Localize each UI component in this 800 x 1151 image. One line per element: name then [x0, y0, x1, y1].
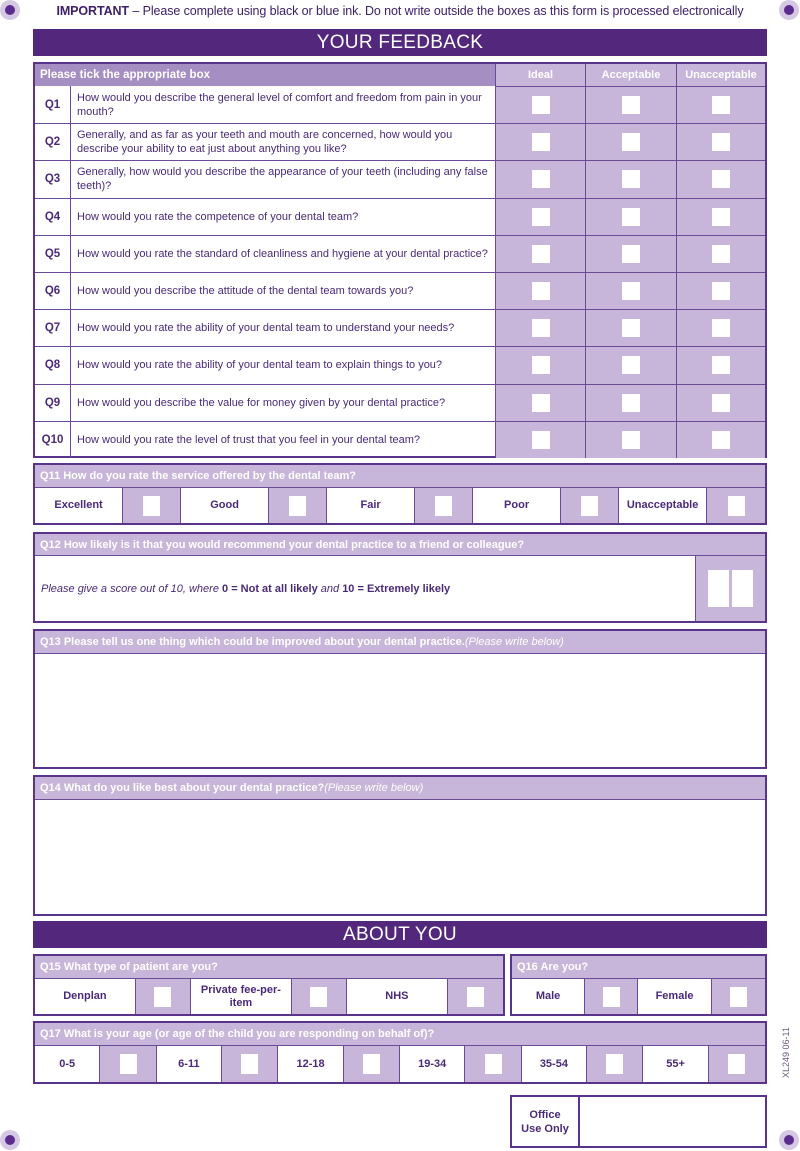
column-header-acceptable	[585, 64, 676, 86]
checkbox-acceptable[interactable]	[622, 133, 640, 151]
checkbox-ideal[interactable]	[532, 96, 550, 114]
tick-cell-unacceptable	[676, 346, 765, 383]
option-checkbox[interactable]	[241, 1054, 258, 1074]
important-label: IMPORTANT	[56, 4, 129, 18]
option-label: Fair	[327, 488, 414, 523]
option-label: Excellent	[35, 488, 122, 523]
option-checkbox-cell	[711, 979, 765, 1014]
column-header-unacceptable	[676, 64, 765, 86]
q12-question	[35, 534, 765, 556]
question-text: How would you describe the general level of comfort and freedom from pain in your mouth?	[77, 91, 482, 118]
option-label: Good	[181, 488, 268, 523]
checkbox-unacceptable[interactable]	[712, 208, 730, 226]
checkbox-unacceptable[interactable]	[712, 133, 730, 151]
checkbox-unacceptable[interactable]	[712, 96, 730, 114]
tick-cell-unacceptable	[676, 272, 765, 309]
option-checkbox[interactable]	[728, 496, 745, 516]
q11-question	[35, 465, 765, 488]
section-banner-about	[33, 921, 767, 948]
option-checkbox-cell	[464, 1046, 521, 1082]
question-text: How would you describe the attitude of the dental team towards you?	[71, 272, 495, 309]
q14-answer-area[interactable]	[35, 800, 765, 914]
tick-cell-ideal	[495, 421, 585, 458]
registration-mark-icon	[0, 1130, 20, 1150]
score-digit-box[interactable]	[732, 570, 753, 607]
column-label: Acceptable	[601, 69, 661, 81]
tick-cell-acceptable	[585, 123, 676, 160]
option-checkbox-cell	[221, 1046, 278, 1082]
question-text: How would you rate the level of trust that you feel in your dental team?	[71, 421, 495, 458]
option-label: 6-11	[157, 1046, 221, 1082]
tick-cell-unacceptable	[676, 86, 765, 123]
q15-section	[33, 954, 505, 1016]
option-checkbox[interactable]	[289, 496, 306, 516]
checkbox-acceptable[interactable]	[622, 245, 640, 263]
question-number: Q5	[35, 235, 71, 272]
question-number: Q9	[35, 384, 71, 421]
checkbox-acceptable[interactable]	[622, 170, 640, 188]
option-checkbox-cell	[268, 488, 327, 523]
tick-cell-acceptable	[585, 384, 676, 421]
tick-cell-ideal	[495, 384, 585, 421]
section-banner-feedback	[33, 29, 767, 56]
tick-cell-unacceptable	[676, 421, 765, 458]
checkbox-acceptable[interactable]	[622, 96, 640, 114]
question-text: Generally, and as far as your teeth and mouth are concerned, how would you describe your ability to eat just about anything you like?	[71, 123, 495, 160]
table-header-label: Please tick the appropriate box	[40, 69, 211, 81]
q17-question	[35, 1023, 765, 1046]
question-text: How would you describe the value for money given by your dental practice?	[71, 384, 495, 421]
option-checkbox[interactable]	[435, 496, 452, 516]
q17-section	[33, 1021, 767, 1084]
checkbox-ideal[interactable]	[532, 431, 550, 449]
office-use-field	[580, 1097, 765, 1146]
option-checkbox-cell	[447, 979, 503, 1014]
question-label: Q11 How do you rate the service offered by the dental team?	[40, 470, 357, 482]
registration-mark-icon	[779, 1130, 799, 1150]
q15-question	[35, 956, 503, 979]
option-checkbox[interactable]	[728, 1054, 745, 1074]
tick-cell-ideal	[495, 346, 585, 383]
score-entry	[695, 556, 765, 621]
option-checkbox-cell	[708, 1046, 765, 1082]
q12-section	[33, 532, 767, 623]
checkbox-ideal[interactable]	[532, 208, 550, 226]
option-checkbox-cell	[414, 488, 473, 523]
checkbox-unacceptable[interactable]	[712, 394, 730, 412]
option-checkbox-cell	[343, 1046, 400, 1082]
tick-cell-ideal	[495, 309, 585, 346]
question-number: Q1	[35, 86, 71, 123]
tick-cell-acceptable	[585, 309, 676, 346]
instr-text: and	[320, 582, 340, 595]
question-label: Q14 What do you like best about your dental practice?	[40, 782, 325, 794]
column-label: Unacceptable	[685, 69, 757, 81]
checkbox-ideal[interactable]	[532, 356, 550, 374]
question-text: Generally, how would you describe the appearance of your teeth (including any false teeth)?	[71, 160, 495, 197]
checkbox-ideal[interactable]	[532, 282, 550, 300]
q11-section	[33, 463, 767, 525]
checkbox-acceptable[interactable]	[622, 282, 640, 300]
tick-cell-acceptable	[585, 198, 676, 235]
tick-cell-unacceptable	[676, 235, 765, 272]
question-text: How would you rate the ability of your dental team to understand your needs?	[71, 309, 495, 346]
option-checkbox-cell	[584, 979, 638, 1014]
checkbox-unacceptable[interactable]	[712, 356, 730, 374]
option-checkbox-cell	[291, 979, 347, 1014]
q14-section	[33, 775, 767, 916]
instr-scale-high: 10 = Extremely likely	[342, 582, 451, 595]
question-number: Q6	[35, 272, 71, 309]
column-header-ideal	[495, 64, 585, 86]
tick-cell-ideal	[495, 198, 585, 235]
tick-cell-ideal	[495, 272, 585, 309]
option-checkbox-cell	[560, 488, 619, 523]
option-label: Poor	[473, 488, 560, 523]
instr-scale-low: 0 = Not at all likely	[222, 582, 318, 595]
checkbox-ideal[interactable]	[532, 133, 550, 151]
question-hint: (Please write below)	[324, 782, 424, 794]
checkbox-acceptable[interactable]	[622, 431, 640, 449]
tick-cell-ideal	[495, 235, 585, 272]
question-text: How would you rate the standard of cleanliness and hygiene at your dental practice?	[71, 235, 495, 272]
option-label: Private fee-per-item	[191, 979, 291, 1014]
option-label: 19-34	[400, 1046, 464, 1082]
tick-cell-acceptable	[585, 86, 676, 123]
option-label: Denplan	[35, 979, 135, 1014]
option-label: Unacceptable	[619, 488, 706, 523]
option-checkbox[interactable]	[154, 987, 171, 1007]
question-label: Q13 Please tell us one thing which could be improved about your dental practice.	[40, 636, 465, 648]
checkbox-unacceptable[interactable]	[712, 282, 730, 300]
q16-section	[510, 954, 767, 1016]
option-checkbox[interactable]	[310, 987, 327, 1007]
q13-answer-area[interactable]	[35, 654, 765, 767]
checkbox-acceptable[interactable]	[622, 394, 640, 412]
option-checkbox[interactable]	[363, 1054, 380, 1074]
feedback-table	[33, 62, 767, 458]
column-label: Ideal	[527, 69, 554, 81]
option-checkbox-cell	[586, 1046, 643, 1082]
checkbox-acceptable[interactable]	[622, 208, 640, 226]
section-title: ABOUT YOU	[343, 924, 457, 945]
table-header	[35, 64, 495, 86]
question-text: How would you rate the competence of your dental team?	[71, 198, 495, 235]
question-number: Q7	[35, 309, 71, 346]
tick-cell-ideal	[495, 160, 585, 197]
instr-text: Please give a score out of 10, where	[41, 582, 219, 595]
option-checkbox-cell	[706, 488, 765, 523]
question-text: How would you rate the ability of your dental team to explain things to you?	[71, 346, 495, 383]
option-checkbox[interactable]	[603, 987, 620, 1007]
question-hint: (Please write below)	[464, 636, 564, 648]
tick-cell-ideal	[495, 86, 585, 123]
tick-cell-acceptable	[585, 272, 676, 309]
option-checkbox[interactable]	[120, 1054, 137, 1074]
score-digit-box[interactable]	[708, 570, 729, 607]
option-label: 0-5	[35, 1046, 99, 1082]
q16-question	[512, 956, 765, 979]
office-use-label: Office Use Only	[512, 1097, 580, 1146]
q14-question	[35, 777, 765, 800]
option-checkbox[interactable]	[467, 987, 484, 1007]
question-label: Q15 What type of patient are you?	[40, 961, 218, 973]
question-number: Q8	[35, 346, 71, 383]
checkbox-ideal[interactable]	[532, 394, 550, 412]
option-checkbox[interactable]	[606, 1054, 623, 1074]
tick-cell-unacceptable	[676, 384, 765, 421]
checkbox-acceptable[interactable]	[622, 319, 640, 337]
checkbox-unacceptable[interactable]	[712, 431, 730, 449]
option-checkbox-cell	[135, 979, 191, 1014]
option-label: 35-54	[522, 1046, 586, 1082]
checkbox-ideal[interactable]	[532, 319, 550, 337]
tick-cell-unacceptable	[676, 309, 765, 346]
checkbox-unacceptable[interactable]	[712, 245, 730, 263]
checkbox-ideal[interactable]	[532, 245, 550, 263]
question-label: Q16 Are you?	[517, 961, 589, 973]
option-checkbox[interactable]	[143, 496, 160, 516]
tick-cell-unacceptable	[676, 198, 765, 235]
option-label: 55+	[643, 1046, 707, 1082]
option-label: 12-18	[278, 1046, 342, 1082]
question-number: Q4	[35, 198, 71, 235]
q13-section	[33, 629, 767, 769]
q12-instructions	[35, 556, 695, 621]
option-checkbox[interactable]	[485, 1054, 502, 1074]
option-checkbox-cell	[99, 1046, 156, 1082]
important-notice	[0, 4, 800, 18]
question-label: Q17 What is your age (or age of the child you are responding on behalf of)?	[40, 1028, 435, 1040]
form-code: XL249 06-11	[781, 1027, 791, 1078]
option-checkbox[interactable]	[581, 496, 598, 516]
checkbox-unacceptable[interactable]	[712, 319, 730, 337]
option-label: Male	[512, 979, 584, 1014]
office-use-box	[510, 1095, 767, 1148]
option-checkbox[interactable]	[730, 987, 747, 1007]
option-checkbox-cell	[122, 488, 181, 523]
tick-cell-acceptable	[585, 346, 676, 383]
section-title: YOUR FEEDBACK	[316, 32, 484, 53]
tick-cell-acceptable	[585, 235, 676, 272]
question-label: Q12 How likely is it that you would recommend your dental practice to a friend or colleague?	[40, 538, 525, 551]
form-code-wrapper	[781, 1027, 795, 1092]
tick-cell-unacceptable	[676, 123, 765, 160]
option-label: NHS	[347, 979, 447, 1014]
checkbox-ideal[interactable]	[532, 170, 550, 188]
option-label: Female	[639, 979, 711, 1014]
question-number: Q10	[35, 421, 71, 458]
important-text: – Please complete using black or blue ink. Do not write outside the boxes as this form is processed electronically	[128, 4, 744, 18]
checkbox-acceptable[interactable]	[622, 356, 640, 374]
tick-cell-acceptable	[585, 421, 676, 458]
tick-cell-acceptable	[585, 160, 676, 197]
tick-cell-unacceptable	[676, 160, 765, 197]
checkbox-unacceptable[interactable]	[712, 170, 730, 188]
q13-question	[35, 631, 765, 654]
tick-cell-ideal	[495, 123, 585, 160]
question-number: Q2	[35, 123, 71, 160]
question-number: Q3	[35, 160, 71, 197]
